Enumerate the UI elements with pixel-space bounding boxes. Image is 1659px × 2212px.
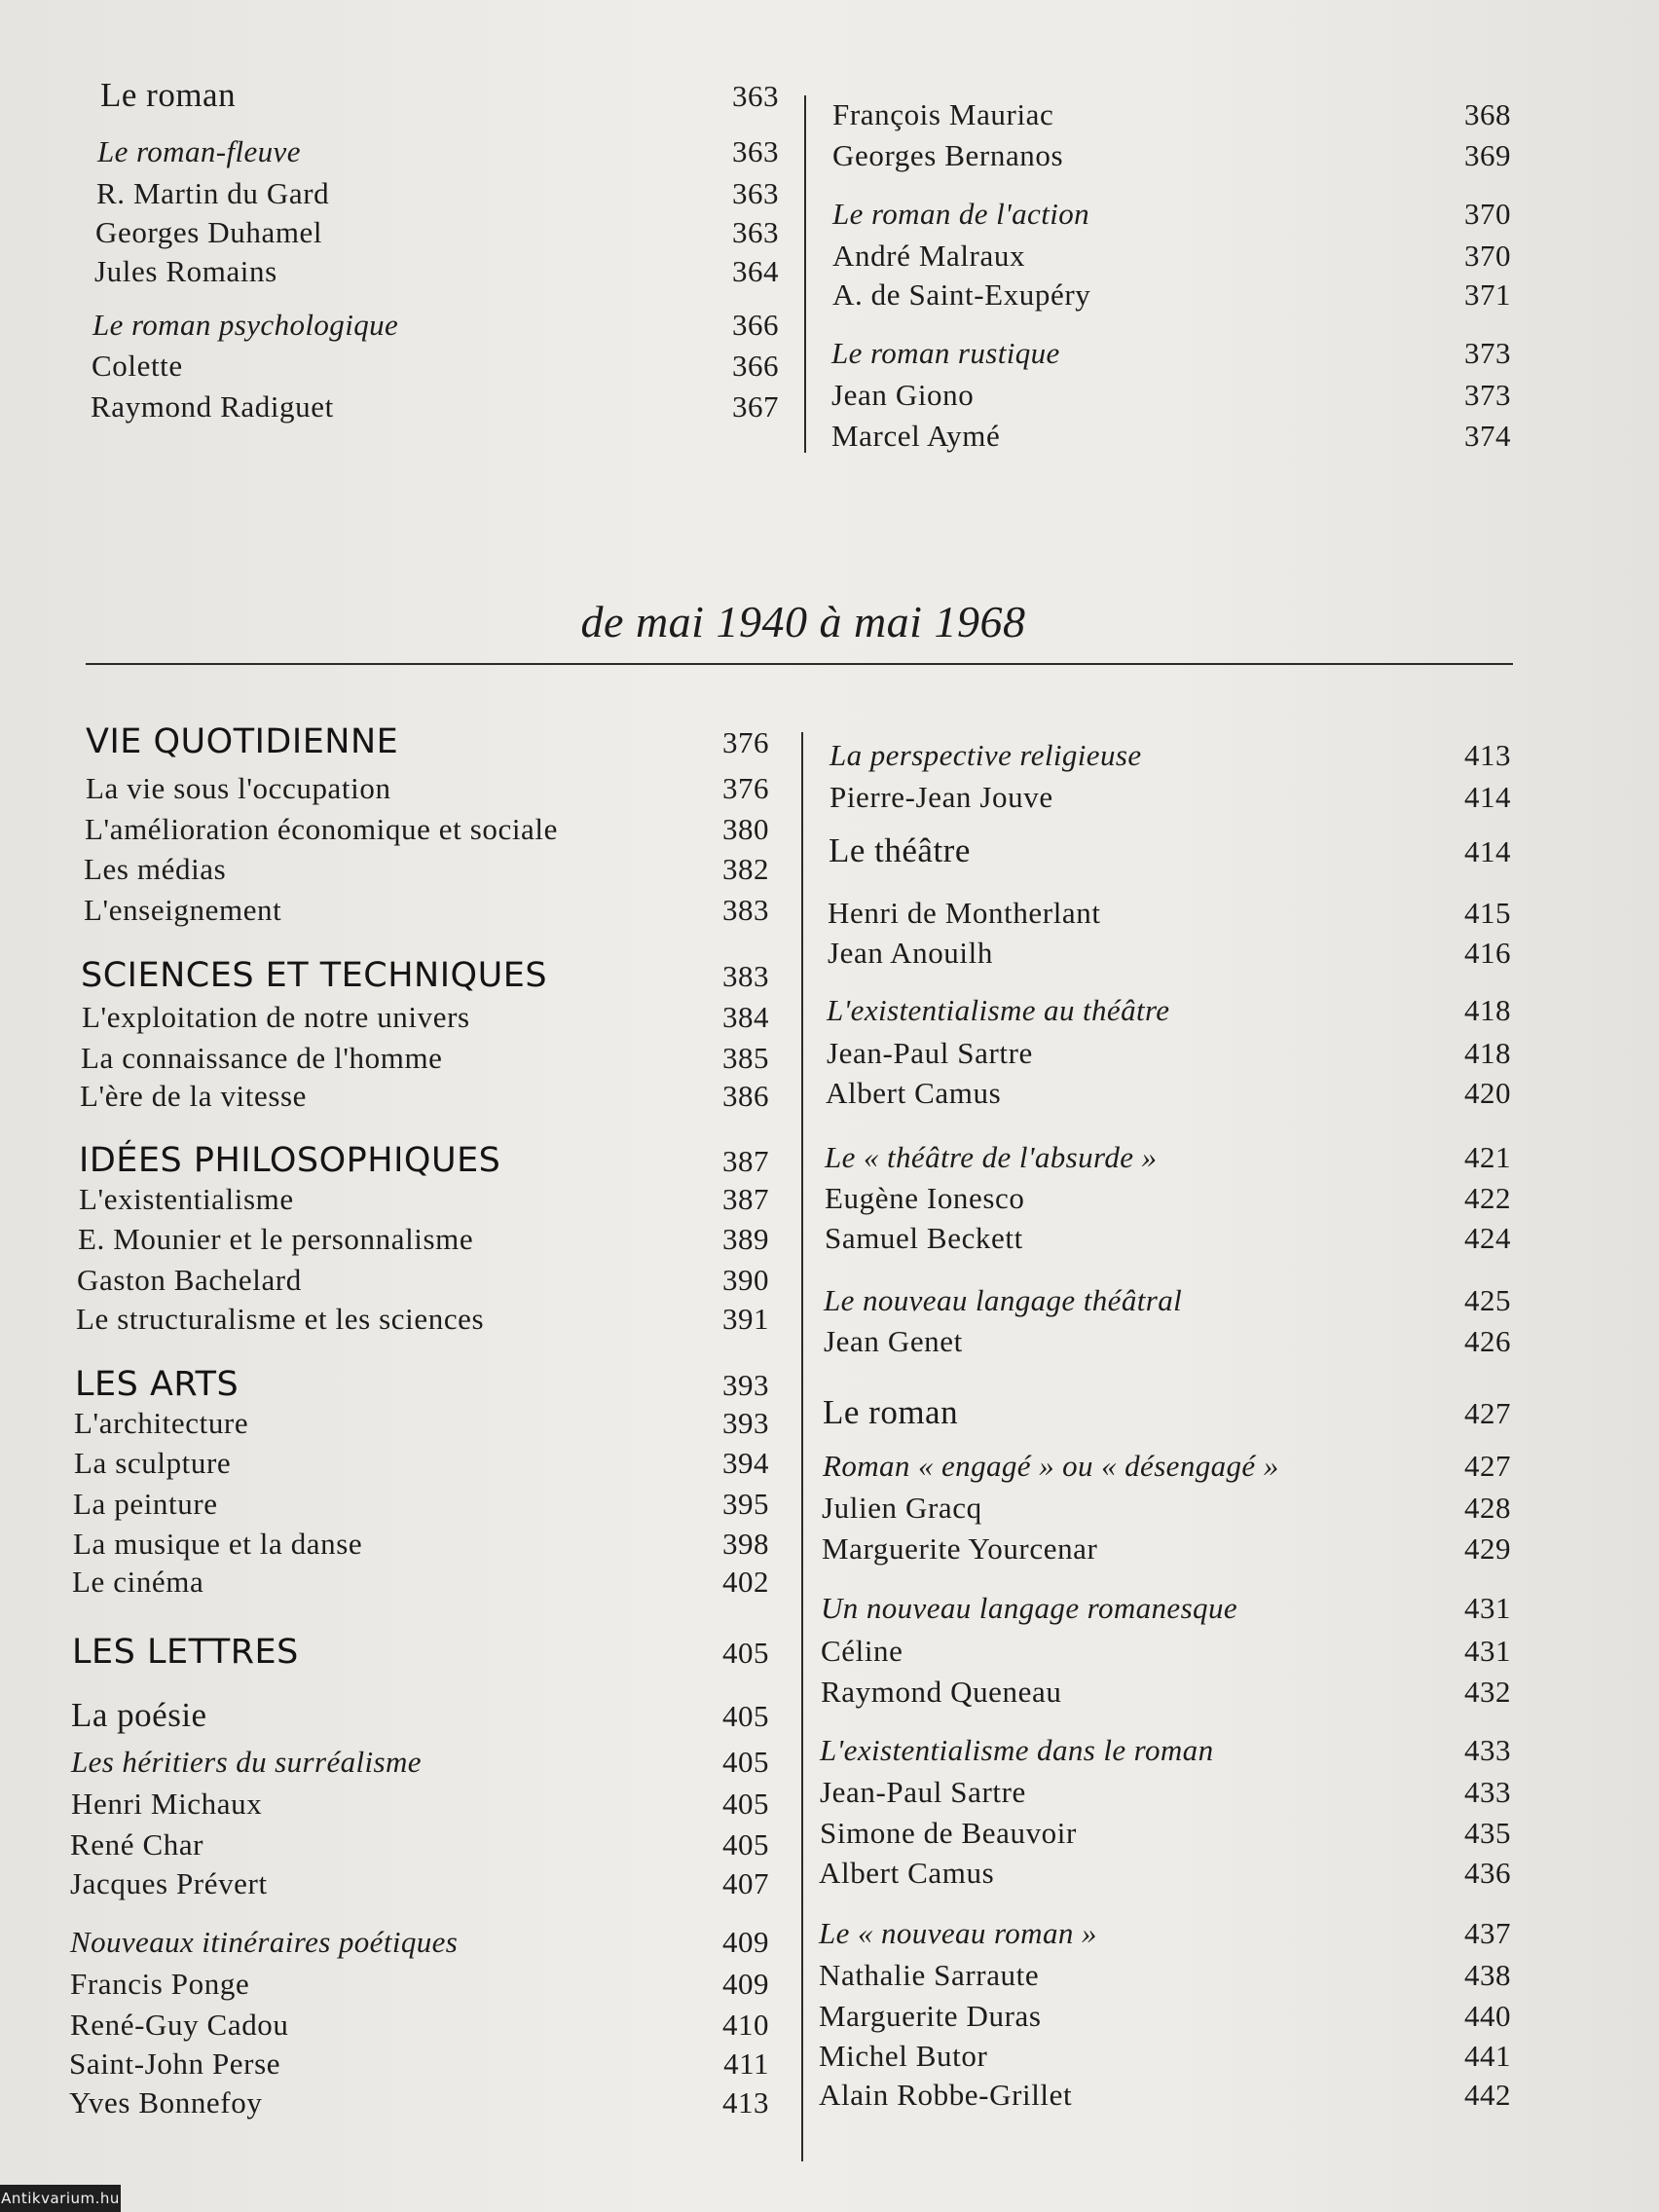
page-number: 413 [722, 2085, 769, 2120]
page-number: 395 [722, 1487, 769, 1521]
toc-entry [825, 1221, 1511, 1256]
toc-entry [79, 1182, 769, 1217]
toc-italic-subheading [827, 993, 1511, 1028]
toc-label: VIE QUOTIDIENNE [86, 722, 399, 761]
page-number: 369 [1464, 138, 1511, 172]
toc-label: Albert Camus [826, 1076, 1002, 1110]
toc-italic-subheading [830, 738, 1511, 773]
toc-label: Raymond Radiguet [91, 389, 334, 424]
toc-section-heading [72, 1633, 769, 1672]
page-number: 367 [732, 389, 779, 424]
toc-entry [92, 349, 779, 384]
toc-label: Marguerite Yourcenar [822, 1531, 1098, 1566]
toc-label: Gaston Bachelard [77, 1263, 302, 1297]
page-number: 411 [723, 2046, 769, 2081]
toc-entry [831, 419, 1511, 454]
toc-entry [831, 378, 1511, 413]
page-number: 405 [722, 1636, 769, 1670]
toc-label: Le nouveau langage théâtral [824, 1283, 1183, 1317]
toc-italic-subheading [92, 308, 779, 343]
page-number: 428 [1464, 1491, 1511, 1525]
toc-label: L'enseignement [84, 893, 282, 927]
page-number: 410 [722, 2008, 769, 2042]
toc-entry [832, 239, 1511, 274]
toc-entry [820, 1816, 1511, 1851]
toc-entry [73, 1487, 769, 1522]
toc-entry [828, 936, 1511, 971]
toc-label: Le roman rustique [831, 336, 1060, 370]
toc-label: R. Martin du Gard [96, 176, 330, 210]
toc-italic-subheading [820, 1733, 1511, 1768]
toc-label: Colette [92, 349, 183, 383]
page-number: 426 [1464, 1324, 1511, 1358]
toc-italic-subheading [824, 1283, 1511, 1318]
toc-label: Le roman psychologique [92, 308, 399, 342]
toc-entry [819, 1999, 1511, 2034]
toc-label: Les héritiers du surréalisme [71, 1745, 422, 1779]
toc-entry [821, 1675, 1511, 1710]
page-number: 429 [1464, 1531, 1511, 1566]
toc-label: La poésie [71, 1696, 207, 1734]
toc-label: La perspective religieuse [830, 738, 1142, 772]
toc-italic-subheading [821, 1591, 1511, 1626]
page-number: 389 [722, 1222, 769, 1256]
toc-label: Le structuralisme et les sciences [76, 1302, 485, 1336]
toc-entry [78, 1222, 769, 1257]
page-number: 418 [1464, 1036, 1511, 1070]
toc-label: Julien Gracq [822, 1491, 982, 1525]
toc-label: Le roman [823, 1393, 959, 1431]
page-number: 383 [722, 893, 769, 927]
toc-label: Raymond Queneau [821, 1675, 1062, 1709]
toc-entry [821, 1634, 1511, 1669]
page-number: 398 [722, 1527, 769, 1561]
page-number: 385 [722, 1041, 769, 1075]
page-number: 409 [722, 1967, 769, 2001]
toc-entry [95, 215, 779, 250]
toc-subheading [823, 1393, 1511, 1432]
toc-entry [832, 97, 1511, 132]
page-number: 390 [722, 1263, 769, 1297]
page-number: 373 [1464, 336, 1511, 370]
toc-label: Henri Michaux [71, 1787, 263, 1821]
toc-entry [822, 1531, 1511, 1567]
period-rule [86, 663, 1513, 665]
toc-label: Un nouveau langage romanesque [821, 1591, 1238, 1625]
toc-label: Le roman [100, 76, 237, 114]
toc-label: Michel Butor [819, 2039, 988, 2073]
page-number: 437 [1464, 1916, 1511, 1950]
toc-entry [819, 1958, 1511, 1993]
toc-entry [96, 176, 779, 211]
toc-label: Jean-Paul Sartre [820, 1775, 1026, 1809]
page-number: 393 [722, 1368, 769, 1402]
toc-entry [85, 812, 769, 847]
toc-entry [826, 1076, 1511, 1111]
toc-entry [832, 277, 1511, 313]
toc-label: Francis Ponge [70, 1967, 250, 2001]
toc-entry [70, 1866, 769, 1901]
toc-italic-subheading [832, 197, 1511, 232]
page-number: 363 [732, 215, 779, 249]
page-number: 382 [722, 852, 769, 886]
toc-label: Albert Camus [819, 1856, 995, 1890]
toc-label: L'architecture [74, 1406, 249, 1440]
toc-label: Pierre-Jean Jouve [830, 780, 1053, 814]
page-number: 440 [1464, 1999, 1511, 2033]
toc-subheading [71, 1696, 769, 1735]
toc-label: Henri de Montherlant [828, 896, 1101, 930]
page-number: 431 [1464, 1634, 1511, 1668]
page-number: 432 [1464, 1675, 1511, 1709]
page-number: 442 [1464, 2078, 1511, 2112]
page-number: 422 [1464, 1181, 1511, 1215]
period-title: de mai 1940 à mai 1968 [580, 597, 1026, 646]
page-number: 438 [1464, 1958, 1511, 1992]
toc-entry [69, 2085, 769, 2120]
toc-label: Georges Duhamel [95, 215, 323, 249]
toc-entry [827, 1036, 1511, 1071]
toc-entry [828, 896, 1511, 931]
page-number: 373 [1464, 378, 1511, 412]
page-number: 416 [1464, 936, 1511, 970]
toc-label: Yves Bonnefoy [69, 2085, 263, 2120]
column-divider-top [804, 95, 806, 453]
toc-section-heading [79, 1141, 769, 1180]
toc-label: A. de Saint-Exupéry [832, 277, 1091, 312]
toc-italic-subheading [825, 1140, 1511, 1175]
toc-label: Le roman-fleuve [97, 134, 301, 168]
toc-label: La musique et la danse [73, 1527, 363, 1561]
toc-entry [819, 1856, 1511, 1891]
toc-label: Roman « engagé » ou « désengagé » [823, 1449, 1279, 1483]
toc-label: Marcel Aymé [831, 419, 1001, 453]
toc-label: SCIENCES ET TECHNIQUES [81, 956, 548, 995]
page-number: 368 [1464, 97, 1511, 131]
toc-label: Jean Giono [831, 378, 975, 412]
toc-entry [80, 1079, 769, 1114]
toc-italic-subheading [831, 336, 1511, 371]
toc-entry [81, 1041, 769, 1076]
page-number: 441 [1464, 2039, 1511, 2073]
toc-entry [70, 1967, 769, 2002]
toc-label: Jean Anouilh [828, 936, 993, 970]
page-number: 405 [722, 1787, 769, 1821]
toc-label: IDÉES PHILOSOPHIQUES [79, 1141, 501, 1180]
toc-entry [74, 1446, 769, 1481]
toc-entry [74, 1406, 769, 1441]
page-number: 370 [1464, 197, 1511, 231]
toc-label: Samuel Beckett [825, 1221, 1023, 1255]
toc-label: L'existentialisme au théâtre [827, 993, 1170, 1027]
toc-italic-subheading [819, 1916, 1511, 1951]
toc-label: LES ARTS [75, 1365, 240, 1404]
page-number: 431 [1464, 1591, 1511, 1625]
page-number: 435 [1464, 1816, 1511, 1850]
toc-label: André Malraux [832, 239, 1026, 273]
toc-subheading [829, 831, 1511, 870]
toc-entry [820, 1775, 1511, 1810]
page-number: 363 [732, 134, 779, 168]
toc-entry [72, 1565, 769, 1600]
watermark: Antikvarium.hu [0, 2185, 121, 2212]
page-number: 387 [722, 1182, 769, 1216]
page-number: 370 [1464, 239, 1511, 273]
page-number: 433 [1464, 1733, 1511, 1767]
toc-entry [70, 1827, 769, 1862]
page-number: 387 [722, 1144, 769, 1178]
toc-label: Le « nouveau roman » [819, 1916, 1097, 1950]
toc-label: La peinture [73, 1487, 218, 1521]
toc-italic-subheading [823, 1449, 1511, 1484]
toc-label: Eugène Ionesco [825, 1181, 1025, 1215]
toc-italic-subheading [71, 1745, 769, 1780]
toc-label: Le « théâtre de l'absurde » [825, 1140, 1158, 1174]
page-number: 433 [1464, 1775, 1511, 1809]
toc-label: Céline [821, 1634, 903, 1668]
page-number: 363 [732, 79, 779, 113]
page-number: 436 [1464, 1856, 1511, 1890]
page-number: 405 [722, 1699, 769, 1733]
toc-label: Simone de Beauvoir [820, 1816, 1077, 1850]
page-number: 393 [722, 1406, 769, 1440]
toc-label: Jacques Prévert [70, 1866, 268, 1900]
toc-label: L'amélioration économique et sociale [85, 812, 558, 846]
toc-entry [830, 780, 1511, 815]
toc-label: L'exploitation de notre univers [82, 1000, 470, 1034]
toc-italic-subheading [97, 134, 779, 169]
page-number: 363 [732, 176, 779, 210]
toc-label: Le roman de l'action [832, 197, 1090, 231]
toc-entry [91, 389, 779, 424]
toc-label: LES LETTRES [72, 1633, 299, 1672]
toc-entry [94, 254, 779, 289]
page-number: 420 [1464, 1076, 1511, 1110]
page-number: 380 [722, 812, 769, 846]
page-number: 414 [1464, 780, 1511, 814]
toc-label: Le théâtre [829, 831, 971, 869]
toc-entry [86, 771, 769, 806]
page-number: 424 [1464, 1221, 1511, 1255]
toc-label: Alain Robbe-Grillet [819, 2078, 1073, 2112]
page-number: 418 [1464, 993, 1511, 1027]
page-number: 366 [732, 308, 779, 342]
page-number: 384 [722, 1000, 769, 1034]
toc-label: La sculpture [74, 1446, 232, 1480]
page-number: 391 [722, 1302, 769, 1336]
toc-entry [822, 1491, 1511, 1526]
toc-entry [819, 2078, 1511, 2113]
page-number: 371 [1464, 277, 1511, 312]
toc-label: L'existentialisme [79, 1182, 294, 1216]
toc-label: Jean-Paul Sartre [827, 1036, 1033, 1070]
toc-label: René-Guy Cadou [70, 2008, 289, 2042]
page-number: 364 [732, 254, 779, 288]
page-number: 394 [722, 1446, 769, 1480]
page-number: 427 [1464, 1449, 1511, 1483]
page-number: 376 [722, 725, 769, 759]
toc-label: Nathalie Sarraute [819, 1958, 1040, 1992]
page-number: 386 [722, 1079, 769, 1113]
page-number: 376 [722, 771, 769, 805]
toc-entry [82, 1000, 769, 1035]
page-number: 405 [722, 1827, 769, 1862]
column-divider-bottom [801, 732, 803, 2161]
toc-label: René Char [70, 1827, 204, 1862]
toc-section-heading [81, 956, 769, 995]
page-number: 415 [1464, 896, 1511, 930]
toc-label: La connaissance de l'homme [81, 1041, 443, 1075]
toc-section-heading [86, 722, 769, 761]
toc-entry [71, 1787, 769, 1822]
toc-section-heading [75, 1365, 769, 1404]
toc-entry [824, 1324, 1511, 1359]
toc-entry [84, 852, 769, 887]
toc-entry [73, 1527, 769, 1562]
toc-italic-subheading [70, 1925, 769, 1960]
page-number: 402 [722, 1565, 769, 1599]
toc-label: Le cinéma [72, 1565, 204, 1599]
toc-label: Jean Genet [824, 1324, 963, 1358]
toc-label: François Mauriac [832, 97, 1054, 131]
toc-subheading [100, 76, 779, 115]
toc-label: Marguerite Duras [819, 1999, 1042, 2033]
page-number: 407 [722, 1866, 769, 1900]
toc-label: E. Mounier et le personnalisme [78, 1222, 474, 1256]
toc-entry [69, 2046, 769, 2082]
toc-label: L'ère de la vitesse [80, 1079, 308, 1113]
page-number: 409 [722, 1925, 769, 1959]
toc-label: Les médias [84, 852, 227, 886]
page-number: 366 [732, 349, 779, 383]
toc-label: Georges Bernanos [832, 138, 1064, 172]
toc-label: L'existentialisme dans le roman [820, 1733, 1214, 1767]
toc-entry [77, 1263, 769, 1298]
page-number: 421 [1464, 1140, 1511, 1174]
toc-entry [819, 2039, 1511, 2074]
toc-entry [832, 138, 1511, 173]
toc-entry [84, 893, 769, 928]
page-number: 405 [722, 1745, 769, 1779]
toc-label: La vie sous l'occupation [86, 771, 391, 805]
page-number: 427 [1464, 1396, 1511, 1430]
toc-label: Jules Romains [94, 254, 277, 288]
toc-entry [825, 1181, 1511, 1216]
toc-label: Nouveaux itinéraires poétiques [70, 1925, 459, 1959]
toc-entry [70, 2008, 769, 2043]
page-number: 413 [1464, 738, 1511, 772]
page-number: 374 [1464, 419, 1511, 453]
toc-label: Saint-John Perse [69, 2046, 281, 2081]
page-number: 383 [722, 959, 769, 993]
toc-entry [76, 1302, 769, 1337]
page-number: 414 [1464, 834, 1511, 868]
page-number: 425 [1464, 1283, 1511, 1317]
